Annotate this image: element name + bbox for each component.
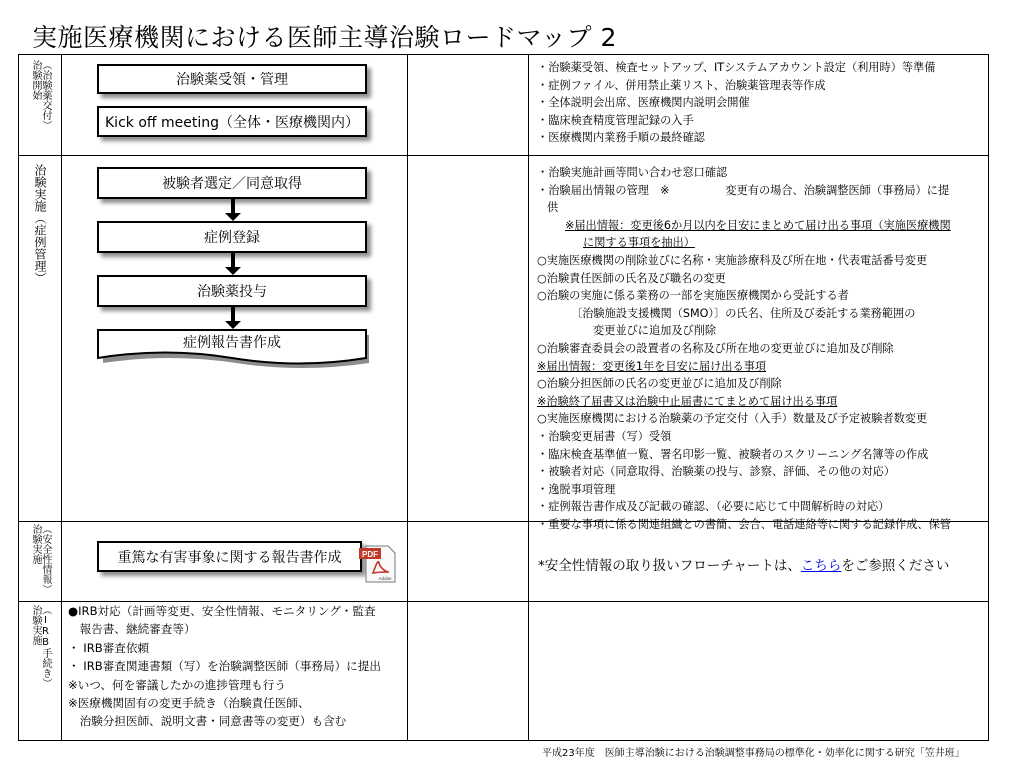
list-item: [537, 199, 989, 217]
list-item: ・ IRB審査依頼: [68, 640, 150, 655]
section-label-line: 治験開始: [30, 60, 41, 100]
pdf-icon[interactable]: [358, 545, 396, 583]
list-item-text: ○実施医療機関における治験薬の予定交付（入手）数量及び予定被験者数変更: [537, 412, 928, 426]
footer-credit: 平成23年度 医師主導治験における治験調整事務局の標準化・効率化に関する研究「笠井班」: [542, 748, 965, 759]
bullet-icon: ・: [537, 113, 549, 127]
list-item: [537, 59, 989, 77]
safety-flowchart-link[interactable]: こちら: [800, 558, 842, 574]
section-label-case: [19, 164, 61, 284]
list-item: [537, 77, 989, 95]
drug-receipt-box: 治験薬受領・管理: [97, 64, 367, 94]
case-report-label: 症例報告書作成: [183, 335, 281, 351]
section-label-line: 治験実施: [30, 605, 41, 645]
list-item: [537, 234, 989, 252]
page-title: 実施医療機関における医師主導治験ロードマップ 2: [32, 23, 617, 52]
list-item: [537, 446, 989, 464]
list-item-text: ○治験責任医師の氏名及び職名の変更: [537, 271, 726, 285]
list-item: [537, 164, 989, 182]
list-item-text: ○治験分担医師の氏名の変更並びに追加及び削除: [537, 377, 782, 391]
bullet-icon: ・: [537, 183, 549, 197]
list-item: [537, 428, 989, 446]
section-label-line: 治験実施: [30, 524, 41, 564]
subject-selection-box: 被験者選定／同意取得: [97, 167, 367, 199]
drug-administration-box: 治験薬投与: [97, 275, 367, 307]
list-item-text: ※届出情報：変更後1年を目安に届け出る事項: [537, 359, 767, 373]
list-item-text: 供: [547, 201, 559, 215]
list-item: [537, 375, 989, 393]
list-item-text: 治験薬受領、検査セットアップ、ITシステムアカウント設定（利用時）等準備: [548, 61, 936, 74]
section-label-line: （IRB手続き）: [40, 605, 51, 688]
list-item-text: 臨床検査精度管理記録の入手: [548, 113, 694, 127]
list-item: ●IRB対応（計画等変更、安全性情報、モニタリング・監査: [68, 604, 376, 618]
bullet-icon: ・: [537, 131, 549, 145]
list-item-text: に関する事項を抽出）: [583, 236, 695, 250]
list-item: [537, 182, 989, 200]
list-item-text: 変更並びに追加及び削除: [593, 324, 717, 338]
list-item: [537, 94, 989, 112]
bullet-icon: ・: [537, 96, 549, 110]
column-divider: [61, 55, 62, 740]
list-item: [537, 358, 989, 376]
list-item: [537, 270, 989, 288]
list-item-text: 症例報告書作成及び記載の確認、（必要に応じて中間解析時の対応）: [548, 500, 890, 514]
list-item-text: 重要な事項に係る関連組織との書簡、会合、電話連絡等に関する記録作成、保管: [548, 517, 951, 531]
list-item: ※医療機関固有の変更手続き（治験責任医師、: [68, 696, 310, 711]
list-item: [537, 516, 989, 534]
case-registration-box: 症例登録: [97, 221, 367, 253]
implementation-tasks-list: [537, 164, 989, 533]
list-item: [537, 410, 989, 428]
list-item-text: ○実施医療機関の削除並びに名称・実施診療科及び所在地・代表電話番号変更: [537, 253, 928, 267]
bullet-icon: ・: [537, 61, 549, 74]
list-item-text: ※届出情報：変更後6か月以内を目安にまとめて届け出る事項（実施医療機関: [565, 218, 951, 232]
start-tasks-list: [537, 59, 989, 147]
section-label-line: （安全性情報）: [40, 524, 51, 594]
list-item: [537, 498, 989, 516]
list-item-text: 症例ファイル、併用禁止薬リスト、治験薬管理表等作成: [548, 78, 826, 92]
pdf-icon-brand: Adobe: [378, 576, 392, 581]
safety-note-suffix: をご参照ください: [841, 558, 950, 574]
bullet-icon: ・: [537, 78, 549, 92]
list-item: [537, 393, 989, 411]
section-label-irb: [19, 605, 61, 688]
list-item: [537, 129, 989, 147]
list-item-text: ○治験の実施に係る業務の一部を実施医療機関から受託する者: [537, 289, 849, 303]
list-item: [537, 252, 989, 270]
bullet-icon: ・: [537, 500, 549, 514]
safety-note-prefix: *安全性情報の取り扱いフローチャートは、: [538, 558, 801, 574]
list-item: [537, 112, 989, 130]
list-item: [537, 481, 989, 499]
bullet-icon: ・: [537, 465, 549, 479]
list-item-text: ※治験終了届書又は治験中止届書にてまとめて届け出る事項: [537, 394, 838, 408]
list-item-text: 被験者対応（同意取得、治験薬の投与、診察、評価、その他の対応）: [548, 465, 896, 479]
pdf-icon-label: PDF: [362, 550, 378, 559]
safety-note: [538, 554, 949, 574]
list-item-text: 治験実施計画等問い合わせ窓口確認: [548, 166, 728, 179]
list-item: [537, 287, 989, 305]
list-item-text: ○治験審査委員会の設置者の名称及び所在地の変更並びに追加及び削除: [537, 341, 894, 355]
bullet-icon: ・: [537, 447, 549, 461]
arrow-down-icon: [225, 307, 241, 329]
list-item: [537, 463, 989, 481]
list-item-text: 〔治験施設支援機関（SMO）〕の氏名、住所及び委託する業務範囲の: [571, 306, 916, 320]
arrow-down-icon: [225, 199, 241, 221]
sae-report-box: 重篤な有害事象に関する報告書作成: [97, 541, 362, 572]
section-label-start: [19, 60, 61, 130]
list-item-text: 治験変更届書（写）受領: [548, 429, 672, 443]
list-item: [537, 340, 989, 358]
bullet-icon: ・: [537, 517, 549, 531]
arrow-down-icon: [225, 253, 241, 275]
list-item: [537, 322, 989, 340]
section-label-line: （治験薬交付）: [40, 60, 51, 130]
list-item-text: 全体説明会出席、医療機関内説明会開催: [548, 96, 750, 110]
list-item: [537, 217, 989, 235]
bullet-icon: ・: [537, 166, 549, 179]
bullet-icon: ・: [537, 429, 549, 443]
list-item: 治験分担医師、説明文書・同意書等の変更）も含む: [68, 714, 347, 729]
irb-tasks-list: [68, 602, 381, 731]
list-item: [537, 305, 989, 323]
list-item-text: 臨床検査基準値一覧、署名印影一覧、被験者のスクリーニング名簿等の作成: [548, 447, 929, 461]
list-item: ・ IRB審査関連書類（写）を治験調整医師（事務局）に提出: [68, 659, 381, 674]
section-label-line: 治験実施（症例管理）: [33, 164, 47, 284]
list-item-text: 治験届出情報の管理 ※ 変更有の場合、治験調整医師（事務局）に提: [548, 183, 950, 197]
list-item: ※いつ、何を審議したかの進捗管理も行う: [68, 677, 286, 692]
row-divider: [19, 155, 988, 156]
column-divider: [528, 55, 529, 740]
column-divider: [407, 55, 408, 740]
list-item-text: 逸脱事項管理: [548, 482, 616, 496]
section-label-safety: [19, 524, 61, 594]
list-item-text: 医療機関内業務手順の最終確認: [548, 131, 705, 145]
bullet-icon: ・: [537, 482, 549, 496]
list-item: 報告書、継続審査等）: [68, 622, 196, 637]
kickoff-meeting-box: Kick off meeting（全体・医療機関内）: [97, 106, 367, 137]
